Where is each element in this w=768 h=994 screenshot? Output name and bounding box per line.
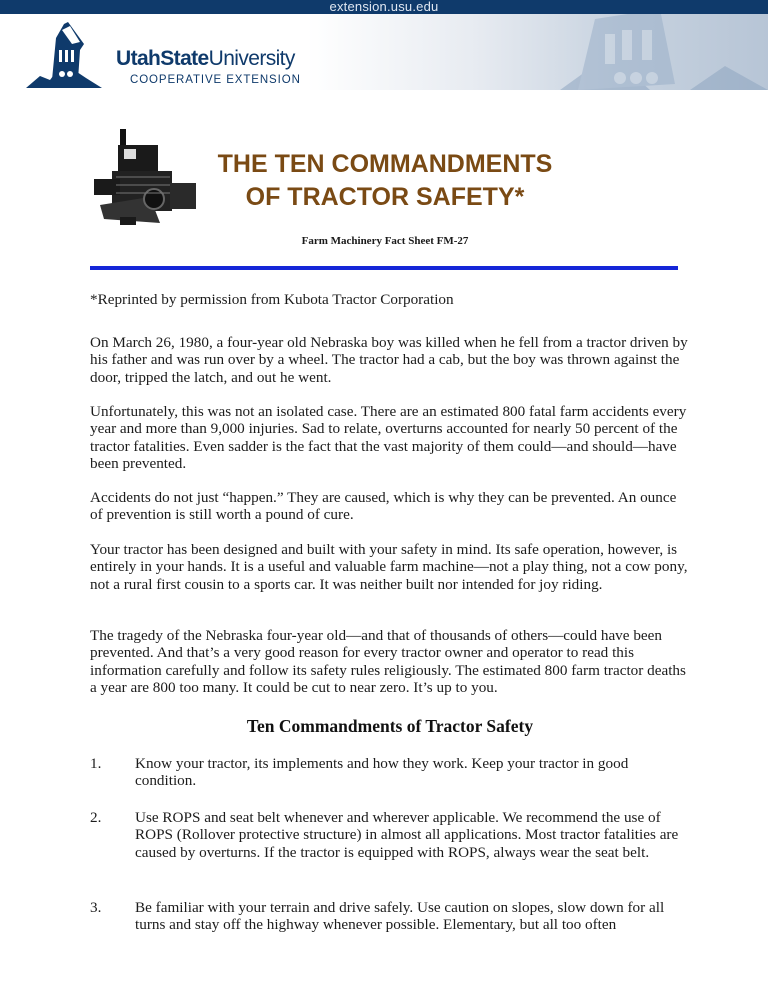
commandment-item: [90, 755, 690, 795]
wordmark-regular: University: [208, 47, 295, 70]
section-heading: Ten Commandments of Tractor Safety: [246, 716, 534, 736]
paragraph-tragedy: The tragedy of the Nebraska four-year old—and that of thousands of others—could have been prevented. And that’s a very good reason for every tractor owner and operator to read this information carefully and follow its safety rules religiously. The estimated 800 farm tractor deaths a year are 800 too many. It could be cut to near zero. It’s up to you.: [90, 627, 686, 697]
site-url-bar: extension.usu.edu: [0, 0, 768, 14]
commandment-number: 3.: [90, 899, 102, 916]
paragraph-design: Your tractor has been designed and built with your safety in mind. Its safe operation, however, is entirely in your hands. It is a useful and valuable farm machine—not a play thing, not a cow pony, not a rural first cousin to a sports car. It was neither built nor intended for joy riding.: [90, 541, 688, 593]
commandment-text: Use ROPS and seat belt whenever and wherever applicable. We recommend the use of ROPS (Rollover protective structure) in almost all applications. Most tractor fatalities are caused by overturns. If the tractor is equipped with ROPS, always wear the seat belt.: [135, 809, 679, 861]
usu-tower-logo-icon: [26, 20, 102, 88]
cooperative-extension-label: COOPERATIVE EXTENSION: [130, 74, 301, 86]
title-line-2: OF TRACTOR SAFETY*: [245, 183, 525, 211]
commandment-text: Be familiar with your terrain and drive safely. Use caution on slopes, slow down for all turns and stay off the highway whenever possible. Elementary, but all too often: [135, 899, 665, 934]
commandment-number: 2.: [90, 809, 102, 826]
commandment-text: Know your tractor, its implements and how they work. Keep your tractor in good condition.: [135, 755, 629, 790]
commandment-item: [90, 899, 690, 939]
fact-sheet-label: Farm Machinery Fact Sheet FM-27: [301, 235, 469, 247]
paragraph-statistics: Unfortunately, this was not an isolated case. There are an estimated 800 fatal farm accidents every year and more than 9,000 injuries. Sad to relate, overturns accounted for nearly 50 percent of the tractor fatalities. Even sadder is the fact that the vast majority of them could—and should—have been prevented.: [90, 403, 687, 473]
title-line-1: THE TEN COMMANDMENTS: [217, 150, 553, 178]
usu-banner: [0, 14, 768, 90]
commandment-number: 1.: [90, 755, 102, 772]
tractor-clipart-icon: [90, 127, 200, 227]
tower-watermark-icon: [500, 14, 768, 90]
wordmark-bold: UtahState: [116, 47, 209, 70]
title-divider: [90, 266, 678, 270]
document-title: [190, 148, 580, 214]
commandment-item: [90, 809, 690, 885]
paragraph-prevention: Accidents do not just “happen.” They are caused, which is why they can be prevented. An ounce of prevention is still worth a pound of cure.: [90, 489, 677, 524]
paragraph-nebraska-story: On March 26, 1980, a four-year old Nebraska boy was killed when he fell from a tractor driven by his father and was run over by a wheel. The tractor had a cab, but the boy was thrown against the door, tripped the latch, and out he went.: [90, 334, 688, 386]
reprint-note: *Reprinted by permission from Kubota Tractor Corporation: [90, 291, 454, 308]
usu-wordmark: [116, 48, 295, 70]
